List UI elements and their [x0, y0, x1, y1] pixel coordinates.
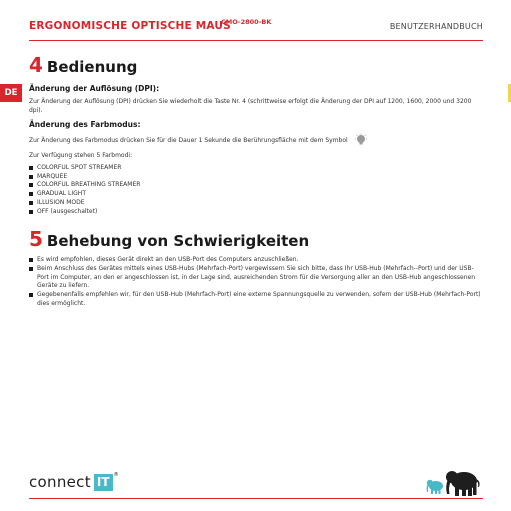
brand-logo: [29, 472, 119, 492]
elephant-icon: [426, 467, 484, 497]
manual-label: BENUTZERHANDBUCH: [389, 22, 483, 31]
list-item: GRADUAL LIGHT: [29, 190, 483, 199]
header-divider: [29, 40, 483, 41]
list-item: Gegebenenfalls empfehlen wir, für den USB-Hub (Mehrfach-Port) eine externe Spannungsquelle zu verwenden, sofern der USB-Hub (Mehrfach-Port) dies ermöglicht.: [29, 291, 483, 308]
dpi-heading: Änderung der Auflösung (DPI):: [29, 84, 160, 93]
color-mode-text: Zur Änderung des Farbmodus drücken Sie für die Dauer 1 Sekunde die Berührungsfläche mit dem Symbol: [29, 136, 348, 144]
logo-registered: ®: [113, 472, 119, 478]
list-item: ILLUSION MODE: [29, 199, 483, 208]
list-item: OFF (ausgeschaltet): [29, 208, 483, 217]
language-tab: DE: [0, 84, 22, 102]
page-content: [29, 53, 483, 314]
lightbulb-icon: [354, 133, 368, 147]
logo-text: connect: [29, 473, 91, 491]
model-number: CMO-2800-BK: [221, 18, 272, 26]
list-item: Beim Anschluss des Gerätes mittels eines USB-Hubs (Mehrfach-Port) vergewissern Sie sich bitte, dass Ihr USB-Hub (Mehrfach--Port) und der USB-Port im Computer, an den er angeschlossen ist, in der Lage sind, ausreichenden Strom für die Versorgung aller an den USB-Hub angeschlossenen Geräte zu liefern.: [29, 265, 483, 291]
section-5-heading: [29, 227, 483, 253]
color-mode-paragraph: [29, 133, 483, 147]
section-4-title: Bedienung: [46, 58, 138, 76]
section-5-number: 5: [29, 227, 43, 252]
section-4-number: 4: [29, 53, 43, 77]
page-header: [29, 18, 483, 40]
dpi-paragraph: Zur Änderung der Auflösung (DPI) drücken Sie wiederholt die Taste Nr. 4 (schrittweise erfolgt die Änderung der DPI auf 1200, 1600, 2000 und 3200 dpi).: [29, 98, 472, 114]
footer-divider: [29, 498, 483, 499]
modes-intro: Zur Verfügung stehen 5 Farbmodi:: [29, 152, 133, 159]
color-mode-heading: Änderung des Farbmodus:: [29, 120, 141, 129]
color-modes-list: [29, 164, 483, 216]
section-5-title: Behebung von Schwierigkeiten: [46, 232, 310, 251]
list-item: COLORFUL BREATHING STREAMER: [29, 181, 483, 190]
section-4-heading: [29, 53, 483, 79]
product-title: ERGONOMISCHE OPTISCHE MAUS: [29, 20, 231, 32]
troubleshooting-list: [29, 256, 483, 308]
list-item: COLORFUL SPOT STREAMER: [29, 164, 483, 173]
logo-box: IT: [94, 474, 113, 491]
list-item: Es wird empfohlen, dieses Gerät direkt an den USB-Port des Computers anzuschließen.: [29, 256, 483, 265]
list-item: MARQUEE: [29, 173, 483, 182]
